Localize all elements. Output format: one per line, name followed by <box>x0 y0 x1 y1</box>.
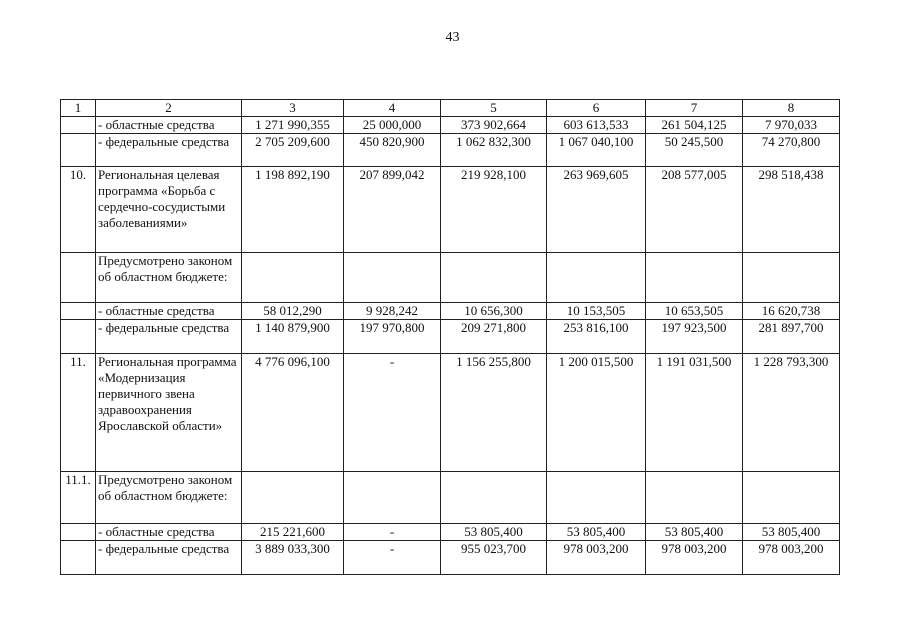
table-row <box>61 134 840 167</box>
row-label: - областные средства <box>96 303 242 320</box>
value-cell: 53 805,400 <box>441 524 547 541</box>
value-cell: 215 221,600 <box>242 524 344 541</box>
value-cell: - <box>344 541 441 575</box>
row-number <box>61 320 96 354</box>
value-cell: 208 577,005 <box>646 167 743 253</box>
value-cell: 978 003,200 <box>743 541 840 575</box>
value-cell: 25 000,000 <box>344 117 441 134</box>
value-cell: 7 970,033 <box>743 117 840 134</box>
row-label: - федеральные средства <box>96 320 242 354</box>
table-row <box>61 524 840 541</box>
value-cell: 2 705 209,600 <box>242 134 344 167</box>
row-number <box>61 253 96 303</box>
page-number: 43 <box>445 30 460 45</box>
row-label: - федеральные средства <box>96 134 242 167</box>
table-row <box>61 320 840 354</box>
value-cell: 53 805,400 <box>547 524 646 541</box>
value-cell: 58 012,290 <box>242 303 344 320</box>
value-cell: 1 140 879,900 <box>242 320 344 354</box>
value-cell: 281 897,700 <box>743 320 840 354</box>
value-cell: 9 928,242 <box>344 303 441 320</box>
value-cell: 261 504,125 <box>646 117 743 134</box>
row-label: - областные средства <box>96 524 242 541</box>
value-cell <box>441 472 547 524</box>
value-cell: 1 156 255,800 <box>441 354 547 472</box>
row-number <box>61 134 96 167</box>
value-cell: 253 816,100 <box>547 320 646 354</box>
value-cell: 1 198 892,190 <box>242 167 344 253</box>
value-cell <box>441 253 547 303</box>
header-cell: 2 <box>96 100 242 117</box>
header-cell: 6 <box>547 100 646 117</box>
value-cell: - <box>344 524 441 541</box>
header-cell: 1 <box>61 100 96 117</box>
budget-table <box>60 99 840 575</box>
value-cell <box>547 253 646 303</box>
table-row <box>61 117 840 134</box>
value-cell: 53 805,400 <box>646 524 743 541</box>
value-cell: 197 970,800 <box>344 320 441 354</box>
value-cell: 263 969,605 <box>547 167 646 253</box>
row-number <box>61 117 96 134</box>
header-cell: 5 <box>441 100 547 117</box>
table-row <box>61 354 840 472</box>
header-cell: 3 <box>242 100 344 117</box>
table-row <box>61 472 840 524</box>
value-cell: 955 023,700 <box>441 541 547 575</box>
value-cell: 298 518,438 <box>743 167 840 253</box>
value-cell: 50 245,500 <box>646 134 743 167</box>
value-cell <box>242 472 344 524</box>
value-cell <box>646 472 743 524</box>
value-cell: - <box>344 354 441 472</box>
value-cell <box>743 253 840 303</box>
value-cell: 10 153,505 <box>547 303 646 320</box>
value-cell: 450 820,900 <box>344 134 441 167</box>
value-cell: 1 062 832,300 <box>441 134 547 167</box>
header-cell: 4 <box>344 100 441 117</box>
value-cell <box>344 472 441 524</box>
table-row <box>61 541 840 575</box>
value-cell: 373 902,664 <box>441 117 547 134</box>
value-cell <box>242 253 344 303</box>
header-cell: 8 <box>743 100 840 117</box>
value-cell: 4 776 096,100 <box>242 354 344 472</box>
value-cell: 197 923,500 <box>646 320 743 354</box>
value-cell: 978 003,200 <box>547 541 646 575</box>
value-cell: 209 271,800 <box>441 320 547 354</box>
value-cell <box>743 472 840 524</box>
value-cell: 10 653,505 <box>646 303 743 320</box>
value-cell: 74 270,800 <box>743 134 840 167</box>
value-cell: 219 928,100 <box>441 167 547 253</box>
row-number <box>61 303 96 320</box>
row-number: 11.1. <box>61 472 96 524</box>
table-row <box>61 167 840 253</box>
row-label: - областные средства <box>96 117 242 134</box>
value-cell <box>646 253 743 303</box>
value-cell: 1 271 990,355 <box>242 117 344 134</box>
table-row <box>61 303 840 320</box>
value-cell: 3 889 033,300 <box>242 541 344 575</box>
row-number <box>61 541 96 575</box>
header-cell: 7 <box>646 100 743 117</box>
value-cell: 53 805,400 <box>743 524 840 541</box>
row-number: 11. <box>61 354 96 472</box>
row-label: Предусмотрено законом об областном бюджете: <box>96 253 242 303</box>
value-cell <box>547 472 646 524</box>
table-header-row <box>61 100 840 117</box>
value-cell: 207 899,042 <box>344 167 441 253</box>
value-cell: 1 228 793,300 <box>743 354 840 472</box>
value-cell: 603 613,533 <box>547 117 646 134</box>
row-number: 10. <box>61 167 96 253</box>
value-cell: 10 656,300 <box>441 303 547 320</box>
row-number <box>61 524 96 541</box>
row-label: Региональная программа «Модернизация первичного звена здравоохранения Ярославской области» <box>96 354 242 472</box>
value-cell: 1 200 015,500 <box>547 354 646 472</box>
row-label: - федеральные средства <box>96 541 242 575</box>
value-cell: 1 191 031,500 <box>646 354 743 472</box>
value-cell: 16 620,738 <box>743 303 840 320</box>
table-row <box>61 253 840 303</box>
row-label: Региональная целевая программа «Борьба с сердечно-сосудистыми заболеваниями» <box>96 167 242 253</box>
value-cell <box>344 253 441 303</box>
value-cell: 978 003,200 <box>646 541 743 575</box>
row-label: Предусмотрено законом об областном бюджете: <box>96 472 242 524</box>
value-cell: 1 067 040,100 <box>547 134 646 167</box>
